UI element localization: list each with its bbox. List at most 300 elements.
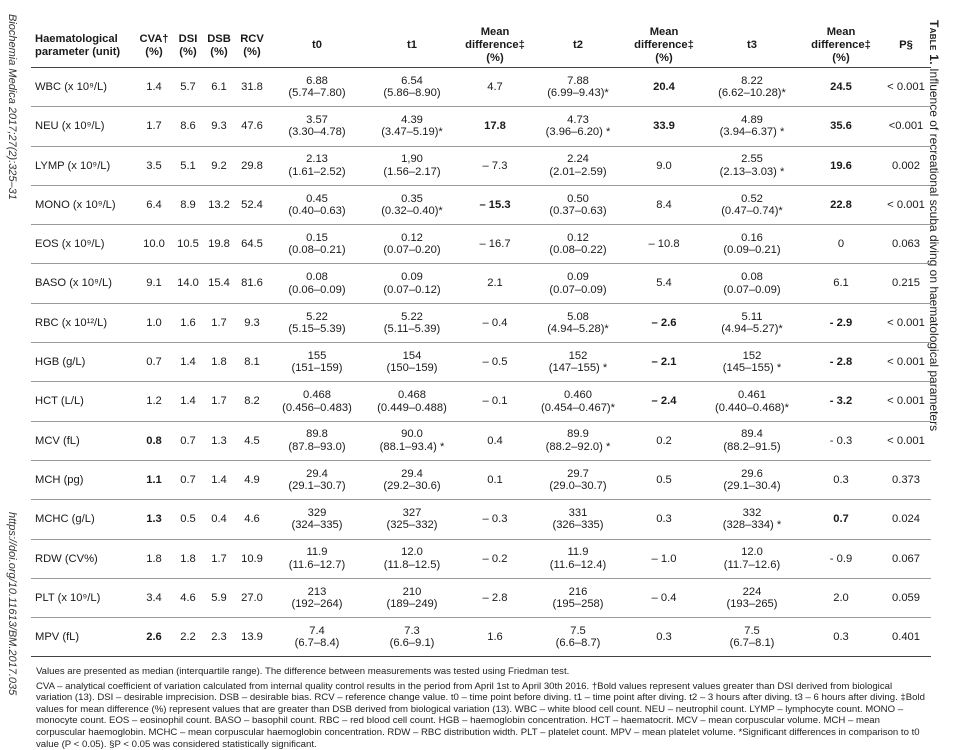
median-value: 0.52 bbox=[741, 192, 763, 205]
median-value: 0.15 bbox=[306, 231, 328, 244]
interquartile-range: (0.456–0.483) bbox=[282, 401, 352, 414]
cell-md1: – 7.3 bbox=[459, 146, 531, 185]
cell-t0 bbox=[269, 225, 365, 264]
cell-rcv: 81.6 bbox=[235, 264, 269, 303]
cell-md2: 33.9 bbox=[625, 107, 703, 146]
median-value: 29.4 bbox=[401, 467, 423, 480]
cell-cva: 10.0 bbox=[135, 225, 173, 264]
cell-md3: 0.3 bbox=[801, 460, 881, 499]
interquartile-range: (0.07–0.09) bbox=[549, 283, 607, 296]
cell-md1: – 0.4 bbox=[459, 303, 531, 342]
cell-cva: 9.1 bbox=[135, 264, 173, 303]
median-value: 29.7 bbox=[567, 467, 589, 480]
column-header: Mean difference‡ (%) bbox=[459, 24, 531, 68]
cell-rcv: 47.6 bbox=[235, 107, 269, 146]
cell-md2: 9.0 bbox=[625, 146, 703, 185]
median-value: 5.22 bbox=[401, 310, 423, 323]
cell-t1 bbox=[365, 264, 459, 303]
cell-t3 bbox=[703, 303, 801, 342]
median-value: 0.468 bbox=[303, 389, 331, 402]
median-value: 0.35 bbox=[401, 192, 423, 205]
cell-dsb: 1.7 bbox=[203, 303, 235, 342]
median-value: 0.12 bbox=[567, 231, 589, 244]
interquartile-range: (0.440–0.468)* bbox=[714, 401, 790, 414]
cell-md1: – 0.1 bbox=[459, 382, 531, 421]
interquartile-range: (3.96–6.20) * bbox=[545, 126, 611, 139]
cell-t3 bbox=[703, 68, 801, 107]
interquartile-range: (88.2–91.5) bbox=[723, 440, 781, 453]
cell-t0 bbox=[269, 303, 365, 342]
cell-param: MCHC (g/L) bbox=[31, 500, 135, 539]
median-value: 0.461 bbox=[738, 389, 766, 402]
interquartile-range: (5.11–5.39) bbox=[383, 322, 441, 335]
table-row bbox=[31, 343, 931, 382]
cell-param: LYMP (x 10⁹/L) bbox=[31, 146, 135, 185]
median-value: 0.08 bbox=[306, 271, 328, 284]
cell-md3: - 3.2 bbox=[801, 382, 881, 421]
cell-t3 bbox=[703, 460, 801, 499]
table-row bbox=[31, 303, 931, 342]
interquartile-range: (0.08–0.22) bbox=[549, 244, 607, 257]
column-header: t1 bbox=[365, 24, 459, 68]
cell-md1: 0.4 bbox=[459, 421, 531, 460]
interquartile-range: (6.99–9.43)* bbox=[547, 87, 609, 100]
cell-t1 bbox=[365, 460, 459, 499]
median-value: 7.88 bbox=[567, 74, 589, 87]
table-body bbox=[31, 68, 931, 657]
table-row bbox=[31, 421, 931, 460]
cell-dsi: 1.4 bbox=[173, 343, 203, 382]
cell-t2 bbox=[531, 618, 625, 657]
cell-t0 bbox=[269, 107, 365, 146]
cell-dsi: 4.6 bbox=[173, 578, 203, 617]
interquartile-range: (189–249) bbox=[386, 598, 438, 610]
median-value: 12.0 bbox=[741, 546, 763, 559]
interquartile-range: (6.7–8.4) bbox=[294, 637, 340, 650]
interquartile-range: (0.37–0.63) bbox=[549, 205, 607, 218]
median-value: 2.13 bbox=[306, 153, 328, 166]
cell-rcv: 8.1 bbox=[235, 343, 269, 382]
interquartile-range: (0.07–0.09) bbox=[723, 283, 781, 296]
median-value: 7.3 bbox=[404, 624, 420, 637]
column-header: Mean difference‡ (%) bbox=[801, 24, 881, 68]
cell-cva: 0.7 bbox=[135, 343, 173, 382]
interquartile-range: (5.86–8.90) bbox=[383, 87, 441, 100]
column-header: RCV (%) bbox=[235, 24, 269, 68]
median-value: 7.4 bbox=[309, 624, 325, 637]
caption-label: Table 1. bbox=[927, 20, 941, 65]
median-value: 154 bbox=[402, 349, 422, 362]
interquartile-range: (5.74–7.80) bbox=[288, 87, 346, 100]
cell-t3 bbox=[703, 500, 801, 539]
cell-param: PLT (x 10⁹/L) bbox=[31, 578, 135, 617]
median-value: 2.24 bbox=[567, 153, 589, 166]
cell-dsi: 1.4 bbox=[173, 382, 203, 421]
cell-cva: 1.8 bbox=[135, 539, 173, 578]
cell-p: 0.215 bbox=[881, 264, 931, 303]
cell-cva: 0.8 bbox=[135, 421, 173, 460]
cell-t1 bbox=[365, 343, 459, 382]
cell-t1 bbox=[365, 185, 459, 224]
median-value: 210 bbox=[402, 585, 422, 598]
interquartile-range: (1.56–2.17) bbox=[383, 165, 441, 178]
cell-cva: 2.6 bbox=[135, 618, 173, 657]
median-value: 152 bbox=[568, 349, 588, 362]
cell-t2 bbox=[531, 264, 625, 303]
cell-param: NEU (x 10⁹/L) bbox=[31, 107, 135, 146]
cell-md1: 4.7 bbox=[459, 68, 531, 107]
cell-md1: – 16.7 bbox=[459, 225, 531, 264]
interquartile-range: (193–265) bbox=[726, 598, 778, 610]
cell-dsb: 1.7 bbox=[203, 539, 235, 578]
cell-t0 bbox=[269, 146, 365, 185]
interquartile-range: (195–258) bbox=[552, 598, 604, 610]
median-value: 89.4 bbox=[741, 428, 763, 441]
doi-link[interactable]: https://doi.org/10.11613/BM.2017.035 bbox=[6, 512, 18, 696]
cell-t1 bbox=[365, 68, 459, 107]
interquartile-range: (192–264) bbox=[291, 598, 343, 610]
table-row bbox=[31, 382, 931, 421]
cell-param: HCT (L/L) bbox=[31, 382, 135, 421]
cell-dsb: 5.9 bbox=[203, 578, 235, 617]
cell-md3: 0.3 bbox=[801, 618, 881, 657]
cell-dsi: 1.6 bbox=[173, 303, 203, 342]
column-header: DSB (%) bbox=[203, 24, 235, 68]
cell-param: WBC (x 10⁹/L) bbox=[31, 68, 135, 107]
cell-p: 0.024 bbox=[881, 500, 931, 539]
cell-md1: 2.1 bbox=[459, 264, 531, 303]
median-value: 29.4 bbox=[306, 467, 328, 480]
median-value: 5.11 bbox=[741, 310, 763, 323]
cell-dsb: 9.2 bbox=[203, 146, 235, 185]
median-value: 216 bbox=[568, 585, 588, 598]
cell-t1 bbox=[365, 500, 459, 539]
haematology-table bbox=[31, 24, 931, 657]
interquartile-range: (5.15–5.39) bbox=[288, 322, 346, 335]
cell-dsi: 8.9 bbox=[173, 185, 203, 224]
cell-rcv: 27.0 bbox=[235, 578, 269, 617]
interquartile-range: (0.08–0.21) bbox=[288, 244, 346, 257]
cell-md3: 24.5 bbox=[801, 68, 881, 107]
median-value: 0.09 bbox=[567, 271, 589, 284]
table-row bbox=[31, 539, 931, 578]
cell-md1: 0.1 bbox=[459, 460, 531, 499]
cell-md3: 35.6 bbox=[801, 107, 881, 146]
cell-md1: – 2.8 bbox=[459, 578, 531, 617]
cell-md2: – 2.6 bbox=[625, 303, 703, 342]
cell-dsi: 1.8 bbox=[173, 539, 203, 578]
cell-dsi: 8.6 bbox=[173, 107, 203, 146]
cell-param: EOS (x 10⁹/L) bbox=[31, 225, 135, 264]
interquartile-range: (6.62–10.28)* bbox=[718, 87, 786, 100]
cell-dsb: 1.7 bbox=[203, 382, 235, 421]
interquartile-range: (29.0–30.7) bbox=[549, 480, 607, 493]
cell-param: HGB (g/L) bbox=[31, 343, 135, 382]
cell-p: < 0.001 bbox=[881, 185, 931, 224]
journal-citation: Biochemia Medica 2017;27(2):325–31 bbox=[6, 14, 18, 200]
cell-md1: – 0.2 bbox=[459, 539, 531, 578]
cell-t0 bbox=[269, 460, 365, 499]
cell-md3: - 2.8 bbox=[801, 343, 881, 382]
cell-t1 bbox=[365, 225, 459, 264]
cell-p: 0.401 bbox=[881, 618, 931, 657]
caption-text: Influence of recreational scuba diving on haematological parameters bbox=[927, 64, 941, 432]
cell-md3: 19.6 bbox=[801, 146, 881, 185]
cell-t3 bbox=[703, 146, 801, 185]
interquartile-range: (88.2–92.0) * bbox=[545, 440, 611, 453]
cell-param: MCV (fL) bbox=[31, 421, 135, 460]
cell-md1: 1.6 bbox=[459, 618, 531, 657]
cell-param: MPV (fL) bbox=[31, 618, 135, 657]
interquartile-range: (11.7–12.6) bbox=[723, 558, 781, 571]
cell-t2 bbox=[531, 146, 625, 185]
column-header: Haematological parameter (unit) bbox=[31, 24, 135, 68]
cell-t3 bbox=[703, 618, 801, 657]
cell-dsb: 13.2 bbox=[203, 185, 235, 224]
median-value: 332 bbox=[742, 507, 762, 519]
cell-t2 bbox=[531, 382, 625, 421]
cell-md2: 0.2 bbox=[625, 421, 703, 460]
cell-t2 bbox=[531, 421, 625, 460]
cell-md2: 8.4 bbox=[625, 185, 703, 224]
median-value: 0.45 bbox=[306, 192, 328, 205]
table-row bbox=[31, 264, 931, 303]
cell-dsb: 1.3 bbox=[203, 421, 235, 460]
interquartile-range: (0.449–0.488) bbox=[377, 401, 447, 414]
cell-md2: 0.5 bbox=[625, 460, 703, 499]
cell-dsb: 6.1 bbox=[203, 68, 235, 107]
table-row bbox=[31, 618, 931, 657]
column-header: t0 bbox=[269, 24, 365, 68]
cell-t0 bbox=[269, 343, 365, 382]
median-value: 329 bbox=[307, 507, 327, 519]
cell-md3: 2.0 bbox=[801, 578, 881, 617]
cell-t2 bbox=[531, 303, 625, 342]
median-value: 0.08 bbox=[741, 271, 763, 284]
cell-cva: 1.7 bbox=[135, 107, 173, 146]
cell-md1: – 15.3 bbox=[459, 185, 531, 224]
table-row bbox=[31, 460, 931, 499]
cell-param: BASO (x 10⁹/L) bbox=[31, 264, 135, 303]
cell-rcv: 4.6 bbox=[235, 500, 269, 539]
cell-rcv: 10.9 bbox=[235, 539, 269, 578]
footnote-abbreviations: CVA – analytical coefficient of variation calculated from internal quality control results in the period from April 1st to April 30th 2016. †Bold values represent values greater than DSI derived from biological variation (13). DSI – desirable imprecision. DSB – desirable bias. RCV – reference change value. t0 – time point before diving. t1 – time point after diving. t2 – 3 hours after diving. t3 – 6 hours after diving. ‡Bold values for mean difference (%) represent values that are greater than DSB derived from biological variation (13). WBC – white blood cell count. NEU – neutrophil count. LYMP – lymphocyte count. MONO – monocyte count. EOS – eosinophil count. BASO – basophil count. RBC – red blood cell count. HGB – haemoglobin concentration. HCT – haematocrit. MCV – mean corpuscular volume. MCH – mean corpuscular haemoglobin. MCHC – mean corpuscular haemoglobin concentration. RDW – RBC distribution width. PLT – platelet count. MPV – mean platelet volume. *Significant differences in comparison to t0 value (P < 0.05). §P < 0.05 was considered statistically significant. bbox=[36, 680, 925, 750]
cell-p: 0.067 bbox=[881, 539, 931, 578]
cell-md2: 20.4 bbox=[625, 68, 703, 107]
cell-cva: 3.4 bbox=[135, 578, 173, 617]
interquartile-range: (4.94–5.27)* bbox=[721, 322, 783, 335]
interquartile-range: (88.1–93.4) * bbox=[379, 440, 445, 453]
median-value: 0.468 bbox=[398, 389, 426, 402]
column-header: t3 bbox=[703, 24, 801, 68]
median-value: 0.50 bbox=[567, 192, 589, 205]
cell-p: 0.002 bbox=[881, 146, 931, 185]
median-value: 90.0 bbox=[401, 428, 423, 441]
cell-md1: – 0.5 bbox=[459, 343, 531, 382]
median-value: 4.39 bbox=[401, 114, 423, 127]
interquartile-range: (6.6–8.7) bbox=[555, 637, 601, 650]
cell-t2 bbox=[531, 460, 625, 499]
cell-cva: 3.5 bbox=[135, 146, 173, 185]
table-row bbox=[31, 68, 931, 107]
column-header: P§ bbox=[881, 24, 931, 68]
cell-md2: – 0.4 bbox=[625, 578, 703, 617]
cell-dsb: 0.4 bbox=[203, 500, 235, 539]
cell-md3: 22.8 bbox=[801, 185, 881, 224]
interquartile-range: (151–159) bbox=[291, 362, 343, 375]
cell-md3: - 0.9 bbox=[801, 539, 881, 578]
cell-dsb: 1.8 bbox=[203, 343, 235, 382]
interquartile-range: (0.32–0.40)* bbox=[381, 205, 443, 218]
cell-t3 bbox=[703, 421, 801, 460]
median-value: 213 bbox=[307, 585, 327, 598]
cell-t0 bbox=[269, 421, 365, 460]
interquartile-range: (1.61–2.52) bbox=[288, 165, 346, 178]
interquartile-range: (29.2–30.6) bbox=[383, 480, 441, 493]
cell-t3 bbox=[703, 185, 801, 224]
interquartile-range: (6.7–8.1) bbox=[729, 637, 775, 650]
cell-md1: 17.8 bbox=[459, 107, 531, 146]
cell-p: 0.063 bbox=[881, 225, 931, 264]
median-value: 331 bbox=[568, 507, 588, 519]
cell-t0 bbox=[269, 264, 365, 303]
cell-dsi: 5.7 bbox=[173, 68, 203, 107]
table-row bbox=[31, 107, 931, 146]
cell-t0 bbox=[269, 382, 365, 421]
table-row bbox=[31, 500, 931, 539]
median-value: 12.0 bbox=[401, 546, 423, 559]
cell-t2 bbox=[531, 343, 625, 382]
cell-t1 bbox=[365, 578, 459, 617]
median-value: 2.55 bbox=[741, 153, 763, 166]
cell-rcv: 4.9 bbox=[235, 460, 269, 499]
interquartile-range: (29.1–30.7) bbox=[288, 480, 346, 493]
cell-md2: – 10.8 bbox=[625, 225, 703, 264]
median-value: 327 bbox=[402, 507, 422, 519]
left-margin bbox=[0, 0, 30, 732]
cell-t1 bbox=[365, 303, 459, 342]
cell-t2 bbox=[531, 107, 625, 146]
cell-t1 bbox=[365, 382, 459, 421]
cell-p: < 0.001 bbox=[881, 421, 931, 460]
cell-rcv: 4.5 bbox=[235, 421, 269, 460]
interquartile-range: (324–335) bbox=[291, 519, 343, 532]
table-row bbox=[31, 578, 931, 617]
cell-dsi: 10.5 bbox=[173, 225, 203, 264]
median-value: 89.9 bbox=[567, 428, 589, 441]
cell-t2 bbox=[531, 578, 625, 617]
interquartile-range: (325–332) bbox=[386, 519, 438, 532]
cell-dsi: 0.5 bbox=[173, 500, 203, 539]
cell-t2 bbox=[531, 225, 625, 264]
interquartile-range: (0.07–0.20) bbox=[383, 244, 441, 257]
cell-rcv: 31.8 bbox=[235, 68, 269, 107]
cell-param: MONO (x 10⁹/L) bbox=[31, 185, 135, 224]
cell-dsi: 14.0 bbox=[173, 264, 203, 303]
cell-rcv: 13.9 bbox=[235, 618, 269, 657]
table-row bbox=[31, 225, 931, 264]
cell-p: 0.373 bbox=[881, 460, 931, 499]
cell-md2: 5.4 bbox=[625, 264, 703, 303]
interquartile-range: (87.8–93.0) bbox=[288, 440, 346, 453]
cell-p: < 0.001 bbox=[881, 382, 931, 421]
cell-t0 bbox=[269, 500, 365, 539]
cell-cva: 1.2 bbox=[135, 382, 173, 421]
cell-t3 bbox=[703, 225, 801, 264]
cell-param: RBC (x 10¹²/L) bbox=[31, 303, 135, 342]
interquartile-range: (0.07–0.12) bbox=[383, 283, 441, 296]
cell-rcv: 8.2 bbox=[235, 382, 269, 421]
interquartile-range: (145–155) * bbox=[722, 362, 782, 375]
cell-md3: - 0.3 bbox=[801, 421, 881, 460]
median-value: 5.22 bbox=[306, 310, 328, 323]
cell-t1 bbox=[365, 146, 459, 185]
cell-t1 bbox=[365, 539, 459, 578]
cell-md1: – 0.3 bbox=[459, 500, 531, 539]
median-value: 4.73 bbox=[567, 114, 589, 127]
cell-md3: 0 bbox=[801, 225, 881, 264]
cell-param: RDW (CV%) bbox=[31, 539, 135, 578]
median-value: 0.460 bbox=[564, 389, 592, 402]
cell-md2: – 2.1 bbox=[625, 343, 703, 382]
cell-dsi: 2.2 bbox=[173, 618, 203, 657]
cell-p: < 0.001 bbox=[881, 343, 931, 382]
interquartile-range: (11.6–12.7) bbox=[288, 558, 346, 571]
median-value: 29.6 bbox=[741, 467, 763, 480]
cell-cva: 6.4 bbox=[135, 185, 173, 224]
interquartile-range: (3.94–6.37) * bbox=[719, 126, 785, 139]
table-footnotes bbox=[36, 666, 930, 750]
cell-rcv: 9.3 bbox=[235, 303, 269, 342]
cell-rcv: 52.4 bbox=[235, 185, 269, 224]
median-value: 3.57 bbox=[306, 114, 328, 127]
interquartile-range: (0.47–0.74)* bbox=[721, 205, 783, 218]
median-value: 7.5 bbox=[570, 624, 586, 637]
cell-t2 bbox=[531, 185, 625, 224]
median-value: 89.8 bbox=[306, 428, 328, 441]
cell-cva: 1.0 bbox=[135, 303, 173, 342]
cell-p: < 0.001 bbox=[881, 303, 931, 342]
cell-md3: 0.7 bbox=[801, 500, 881, 539]
table-row bbox=[31, 146, 931, 185]
median-value: 0.16 bbox=[741, 231, 763, 244]
cell-t1 bbox=[365, 618, 459, 657]
cell-t3 bbox=[703, 107, 801, 146]
cell-dsb: 9.3 bbox=[203, 107, 235, 146]
table-header-row bbox=[31, 24, 931, 68]
cell-t3 bbox=[703, 578, 801, 617]
cell-dsb: 19.8 bbox=[203, 225, 235, 264]
cell-t0 bbox=[269, 185, 365, 224]
median-value: 11.9 bbox=[306, 546, 328, 559]
interquartile-range: (11.8–12.5) bbox=[383, 558, 441, 571]
cell-t0 bbox=[269, 539, 365, 578]
interquartile-range: (326–335) bbox=[552, 519, 604, 532]
cell-t3 bbox=[703, 539, 801, 578]
median-value: 0.12 bbox=[401, 231, 423, 244]
cell-md2: – 2.4 bbox=[625, 382, 703, 421]
cell-p: <0.001 bbox=[881, 107, 931, 146]
median-value: 152 bbox=[742, 349, 762, 362]
column-header: DSI (%) bbox=[173, 24, 203, 68]
table-row bbox=[31, 185, 931, 224]
interquartile-range: (0.40–0.63) bbox=[288, 205, 346, 218]
cell-t0 bbox=[269, 618, 365, 657]
median-value: 155 bbox=[307, 349, 327, 362]
cell-t2 bbox=[531, 539, 625, 578]
interquartile-range: (0.454–0.467)* bbox=[540, 401, 616, 414]
cell-t0 bbox=[269, 578, 365, 617]
